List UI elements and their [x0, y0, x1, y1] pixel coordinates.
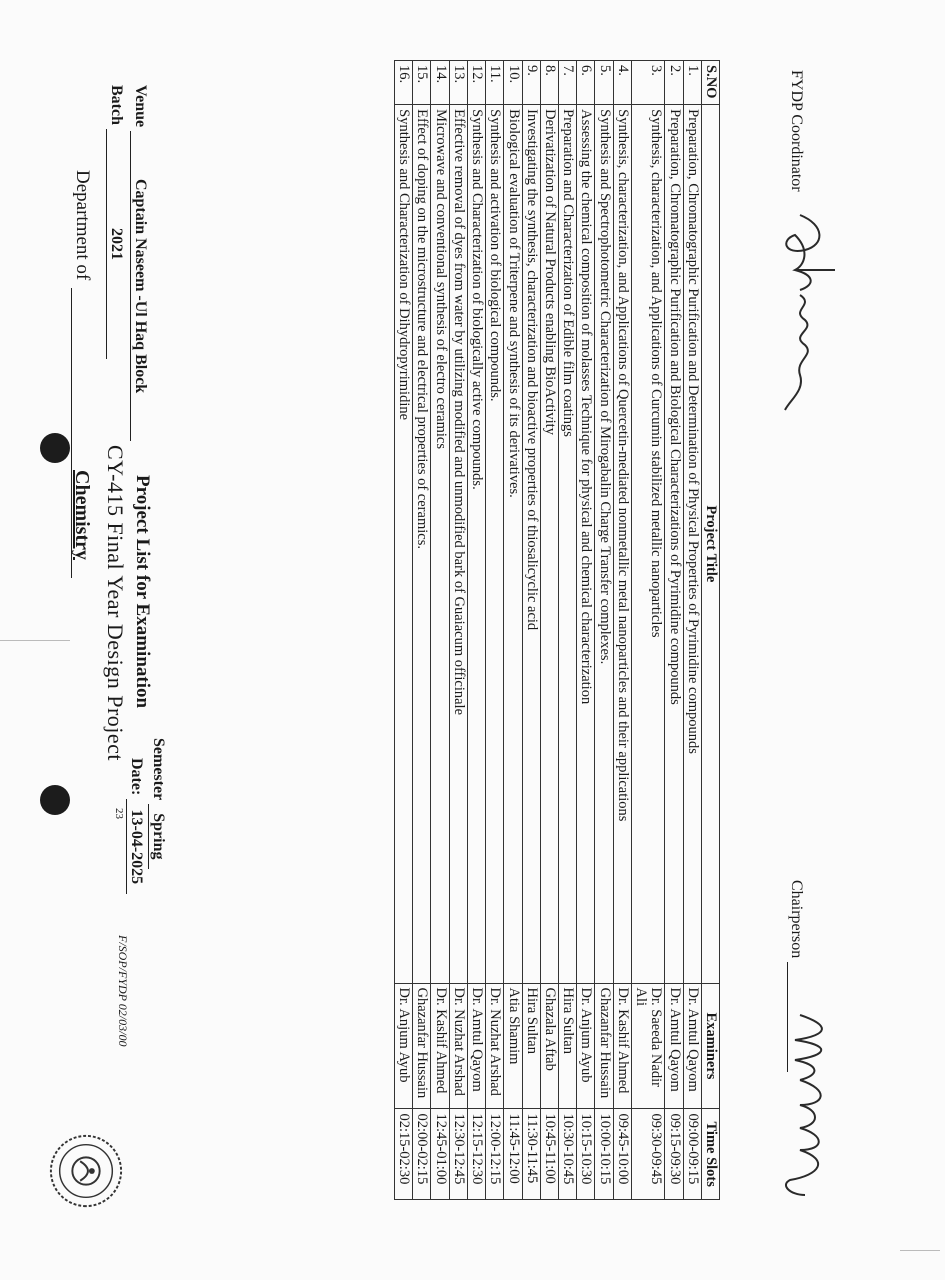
row-time-slot: 09:15-09:30 [665, 1109, 683, 1200]
row-sno: 16. [395, 61, 413, 105]
row-examiner: Dr. Nuzhat Arshad [449, 983, 467, 1109]
row-examiner: Dr. Nuzhat Arshad [486, 983, 504, 1109]
row-project-title: Derivatization of Natural Products enabling BioActivity [540, 105, 558, 983]
punch-hole [40, 785, 70, 815]
form-code: F/SOP/FYDP 02/03/00 [116, 935, 130, 1047]
row-examiner: Dr. Kashif Ahmed [431, 983, 449, 1109]
university-logo [47, 1132, 125, 1210]
row-time-slot: 09:45-10:00 [613, 1109, 631, 1200]
coordinator-signature [765, 210, 845, 420]
row-project-title: Microwave and conventional synthesis of electro ceramics [431, 105, 449, 983]
table-row [631, 61, 664, 1200]
row-time-slot: 02:15-02:30 [395, 1109, 413, 1200]
document-subtitle: Project List for Examination [132, 475, 153, 709]
row-examiner: Atia Shamim [504, 983, 522, 1109]
row-examiner: Dr. Anjum Ayub [577, 983, 595, 1109]
row-examiner: Dr. Amtul Qayom [467, 983, 485, 1109]
row-examiner: Dr. Amtul Qayom [665, 983, 683, 1109]
table-row [613, 61, 631, 1200]
row-sno: 3. [631, 61, 664, 105]
header-project-title: Project Title [701, 105, 719, 983]
row-sno: 14. [431, 61, 449, 105]
row-sno: 10. [504, 61, 522, 105]
row-time-slot: 10:00-10:15 [595, 1109, 613, 1200]
row-examiner: Dr. Saeeda Nadir Ali [631, 983, 664, 1109]
project-table [394, 60, 720, 1200]
row-project-title: Synthesis, characterization, and Applications of Quercetin-mediated nonmetallic metal nanoparticles and their applications [613, 105, 631, 983]
row-examiner: Dr. Anjum Ayub [395, 983, 413, 1109]
row-examiner: Ghazanfar Hussain [595, 983, 613, 1109]
row-sno: 5. [595, 61, 613, 105]
table-row [577, 61, 595, 1200]
row-sno: 15. [413, 61, 431, 105]
row-time-slot: 09:00-09:15 [683, 1109, 701, 1200]
row-project-title: Investigating the synthesis, characterization and bioactive properties of thiosalicyclic acid [522, 105, 540, 983]
row-sno: 2. [665, 61, 683, 105]
row-sno: 1. [683, 61, 701, 105]
table-row [559, 61, 577, 1200]
department-name: Chemistry [71, 470, 93, 560]
table-row [595, 61, 613, 1200]
punch-hole [40, 433, 70, 463]
row-project-title: Synthesis and Characterization of Dihydropyrimidine [395, 105, 413, 983]
row-time-slot: 02:00-02:15 [413, 1109, 431, 1200]
table-row [486, 61, 504, 1200]
header-examiners: Examiners [701, 983, 719, 1109]
row-time-slot: 12:00-12:15 [486, 1109, 504, 1200]
chairperson-label-text: Chairperson [788, 880, 805, 959]
row-project-title: Effective removal of dyes from water by utilizing modified and unmodified bark of Guaiacum officinale [449, 105, 467, 983]
row-sno: 7. [559, 61, 577, 105]
row-sno: 6. [577, 61, 595, 105]
row-examiner: Hira Sultan [522, 983, 540, 1109]
row-project-title: Biological evaluation of Triterpene and synthesis of its derivatives. [504, 105, 522, 983]
semester-label: Semester [150, 738, 167, 800]
venue-field [130, 85, 149, 441]
coordinator-signature-label [787, 70, 805, 192]
table-row [540, 61, 558, 1200]
row-sno: 9. [522, 61, 540, 105]
date-field [126, 758, 145, 894]
row-time-slot: 10:45-11:00 [540, 1109, 558, 1200]
course-title: CY-415 Final Year Design Project [103, 445, 128, 762]
table-row [665, 61, 683, 1200]
row-time-slot: 11:45-12:00 [504, 1109, 522, 1200]
row-project-title: Synthesis and Characterization of biologically active compounds. [467, 105, 485, 983]
date-label: Date: [128, 758, 145, 796]
table-row [504, 61, 522, 1200]
table-row [431, 61, 449, 1200]
venue-label: Venue [132, 85, 149, 128]
row-time-slot: 12:45-01:00 [431, 1109, 449, 1200]
table-row [413, 61, 431, 1200]
row-sno: 4. [613, 61, 631, 105]
header-sno: S.NO [701, 61, 719, 105]
header-time-slots: Time Slots [701, 1109, 719, 1200]
table-row [522, 61, 540, 1200]
row-project-title: Synthesis and Spectrophotometric Characterization of Mirogabalin Charge Transfer complexes. [595, 105, 613, 983]
row-examiner: Hira Sultan [559, 983, 577, 1109]
row-examiner: Dr. Amtul Qayom [683, 983, 701, 1109]
department-label-text: Department of [72, 170, 93, 281]
table-row [467, 61, 485, 1200]
row-project-title: Effect of doping on the microstructure and electrical properties of ceramics. [413, 105, 431, 983]
row-project-title: Assessing the chemical composition of molasses Technique for physical and chemical characterization [577, 105, 595, 983]
row-time-slot: 11:30-11:45 [522, 1109, 540, 1200]
date-handwritten-note: 23 [113, 808, 125, 819]
coordinator-label-text: FYDP Coordinator [788, 70, 805, 192]
row-project-title: Preparation and Characterization of Edible film coatings [559, 105, 577, 983]
table-header-row [701, 61, 719, 1200]
row-project-title: Preparation, Chromatographic Purification and Determination of Physical Properties of Pyrimidine compounds [683, 105, 701, 983]
batch-value: 2021 [106, 129, 125, 359]
row-sno: 11. [486, 61, 504, 105]
date-value: 13-04-2025 [126, 799, 145, 894]
row-project-title: Synthesis and activation of biological compounds. [486, 105, 504, 983]
row-examiner: Ghazala Aftab [540, 983, 558, 1109]
venue-value: Captain Naseem -Ul Haq Block [130, 131, 149, 441]
row-project-title: Preparation, Chromatographic Purification and Biological Characterizations of Pyrimidine compounds [665, 105, 683, 983]
table-row [683, 61, 701, 1200]
row-examiner: Dr. Kashif Ahmed [613, 983, 631, 1109]
row-time-slot: 09:30-09:45 [631, 1109, 664, 1200]
row-examiner: Ghazanfar Hussain [413, 983, 431, 1109]
table-row [449, 61, 467, 1200]
chairperson-signature [770, 1010, 850, 1200]
row-time-slot: 12:30-12:45 [449, 1109, 467, 1200]
row-time-slot: 10:15-10:30 [577, 1109, 595, 1200]
row-time-slot: 10:30-10:45 [559, 1109, 577, 1200]
batch-field [106, 85, 125, 359]
row-project-title: Synthesis, characterization, and Applications of Curcumin stabilized metallic nanoparticles [631, 105, 664, 983]
row-sno: 8. [540, 61, 558, 105]
row-sno: 13. [449, 61, 467, 105]
row-sno: 12. [467, 61, 485, 105]
row-time-slot: 12:15-12:30 [467, 1109, 485, 1200]
batch-label: Batch [108, 85, 125, 125]
table-row [395, 61, 413, 1200]
semester-field [148, 738, 167, 869]
semester-value: Spring [148, 804, 167, 869]
